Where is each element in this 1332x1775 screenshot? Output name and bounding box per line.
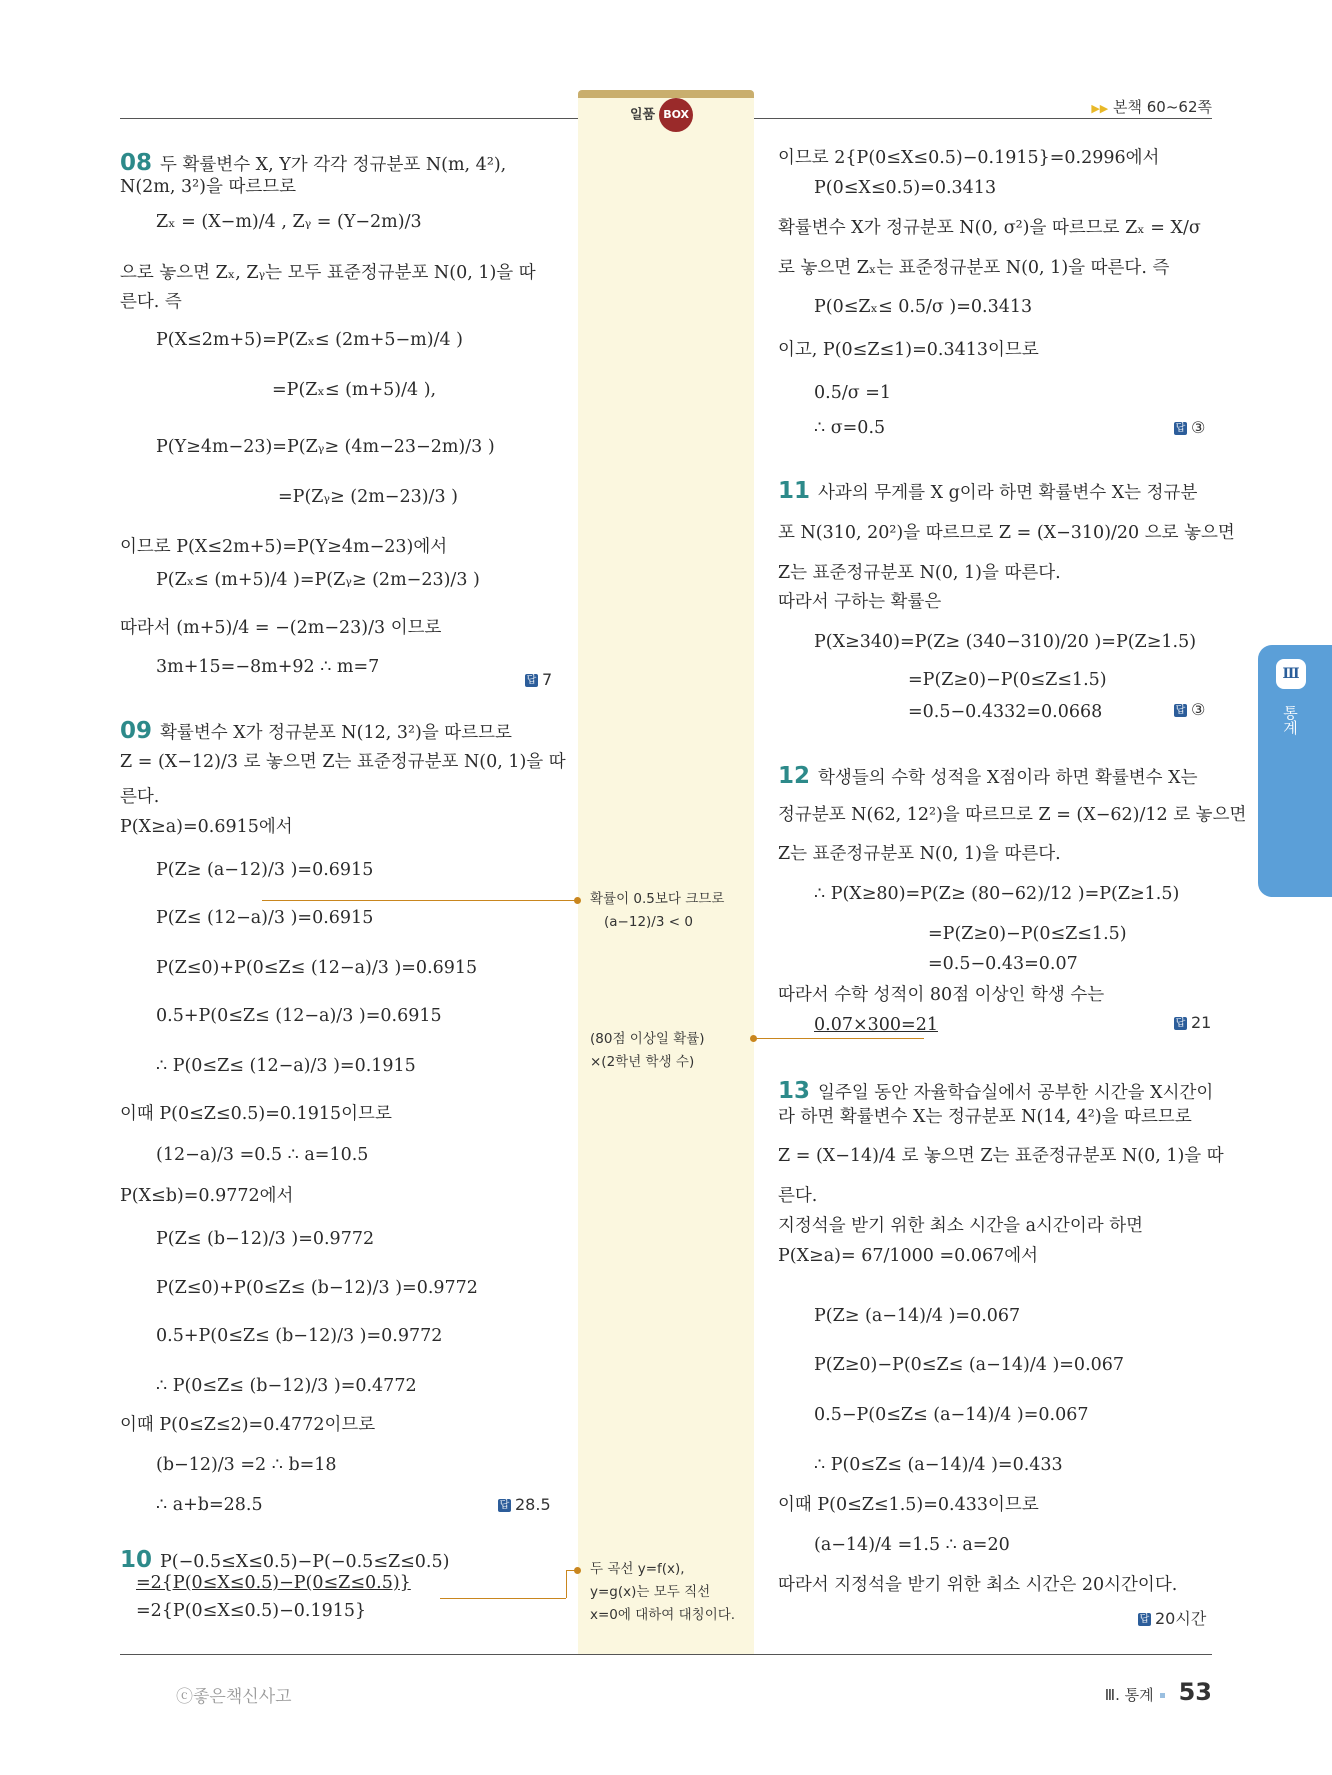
solution-line-q12-4 <box>814 884 1179 905</box>
solution-line-q13-10 <box>814 1455 1063 1476</box>
solution-line-q12-6 <box>928 954 1078 975</box>
solution-text: 따라서 수학 성적이 80점 이상인 학생 수는 <box>778 985 1105 1005</box>
solution-line-q08-3 <box>156 212 422 233</box>
solution-line-q09-4 <box>120 817 293 838</box>
page-reference <box>1091 96 1212 117</box>
solution-text: (a−14)/4 =1.5 ∴ a=20 <box>814 1535 1010 1555</box>
solution-line-q09-8 <box>156 1006 442 1027</box>
side-note-2-line1: (80점 이상일 확률) <box>590 1031 705 1047</box>
solution-line-q13-1 <box>778 1078 1213 1106</box>
solution-text: 른다. 즉 <box>120 292 182 312</box>
box-logo-label: 일품 <box>630 107 656 123</box>
solution-text: N(2m, 3²)을 따르므로 <box>120 177 297 197</box>
solution-text: ∴ P(0≤Z≤ (b−12)/3 )=0.4772 <box>156 1376 417 1396</box>
solution-line-q09-14 <box>156 1278 478 1299</box>
footer-rule <box>120 1654 1212 1655</box>
leader-line-3-vertical <box>566 1570 567 1598</box>
solution-text: P(Z≤0)+P(0≤Z≤ (12−a)/3 )=0.6915 <box>156 958 478 978</box>
solution-line-q09-9 <box>156 1056 416 1077</box>
solution-text: P(Zₓ≤ (m+5)/4 )=P(Zᵧ≥ (2m−23)/3 ) <box>156 570 480 590</box>
answer-mark-icon: 답 <box>499 1500 510 1511</box>
answer-mark-icon: 답 <box>1139 1614 1150 1625</box>
solution-line-q10-10 <box>814 383 891 404</box>
solution-text: ∴ σ=0.5 <box>814 418 886 438</box>
solution-text: 른다. <box>120 787 160 807</box>
solution-text: 이므로 2{P(0≤X≤0.5)−0.1915}=0.2996에서 <box>778 148 1160 168</box>
solution-line-q10-4 <box>778 148 1159 169</box>
solution-line-q09-10 <box>120 1104 392 1125</box>
solution-line-q11-7 <box>908 702 1102 723</box>
answer-q09-value: 28.5 <box>515 1495 551 1514</box>
solution-text: =P(Zᵧ≥ (2m−23)/3 ) <box>278 487 458 507</box>
solution-text: 사과의 무게를 X g이라 하면 확률변수 X는 정규분 <box>818 483 1198 503</box>
footer-page-info <box>1105 1678 1212 1706</box>
solution-text: P(Z≥ (a−12)/3 )=0.6915 <box>156 860 374 880</box>
solution-text: =0.5−0.4332=0.0668 <box>908 702 1103 722</box>
chapter-roman-numeral: Ⅲ <box>1276 659 1306 689</box>
chapter-side-tab[interactable] <box>1258 645 1332 897</box>
solution-line-q13-11 <box>778 1495 1039 1516</box>
answer-q11-value: ③ <box>1191 700 1206 719</box>
solution-text: ∴ P(0≤Z≤ (a−14)/4 )=0.433 <box>814 1455 1063 1475</box>
solution-line-q11-6 <box>908 670 1107 691</box>
solution-line-q09-17 <box>120 1415 375 1436</box>
solution-line-q10-5 <box>814 178 996 199</box>
solution-text: 3m+15=−8m+92 ∴ m=7 <box>156 657 380 677</box>
leader-dot-3 <box>574 1567 581 1574</box>
solution-line-q13-12 <box>814 1535 1010 1556</box>
leader-line-3 <box>440 1598 566 1599</box>
answer-q11 <box>1174 700 1205 719</box>
solution-text: 이므로 P(X≤2m+5)=P(Y≥4m−23)에서 <box>120 537 448 557</box>
side-note-strip <box>578 92 754 1654</box>
solution-line-q12-3 <box>778 844 1061 865</box>
solution-text: 포 N(310, 20²)을 따르므로 Z = (X−310)/20 으로 놓으면 <box>778 523 1235 543</box>
solution-line-q10-7 <box>778 258 1169 279</box>
side-note-1-line1: 확률이 0.5보다 크므로 <box>590 891 725 907</box>
solution-text: P(Z≤ (12−a)/3 )=0.6915 <box>156 908 374 928</box>
solution-text: 0.5−P(0≤Z≤ (a−14)/4 )=0.067 <box>814 1405 1089 1425</box>
solution-line-q09-2 <box>120 752 566 773</box>
solution-text: P(0≤Zₓ≤ 0.5/σ )=0.3413 <box>814 297 1033 317</box>
solution-text: 따라서 (m+5)/4 = −(2m−23)/3 이므로 <box>120 618 442 638</box>
answer-q08 <box>525 670 552 689</box>
solution-line-q13-7 <box>814 1306 1020 1327</box>
solution-line-q11-1 <box>778 478 1197 506</box>
leader-line-2 <box>754 1038 924 1039</box>
answer-mark-icon: 답 <box>1175 423 1186 434</box>
solution-text: P(Z≤0)+P(0≤Z≤ (b−12)/3 )=0.9772 <box>156 1278 478 1298</box>
solution-text: =P(Z≥0)−P(0≤Z≤1.5) <box>928 924 1127 944</box>
solution-line-q12-1 <box>778 763 1198 791</box>
solution-line-q11-3 <box>778 563 1061 584</box>
solution-line-q08-13 <box>156 657 379 678</box>
answer-mark-icon: 답 <box>1175 1018 1186 1029</box>
answer-q13 <box>1138 1606 1206 1629</box>
solution-line-q08-6 <box>156 330 463 351</box>
solution-line-q09-11 <box>156 1145 368 1166</box>
solution-text: P(−0.5≤X≤0.5)−P(−0.5≤Z≤0.5) <box>160 1552 450 1572</box>
solution-text: 따라서 구하는 확률은 <box>778 592 942 612</box>
solution-line-q09-13 <box>156 1229 374 1250</box>
solution-line-q10-9 <box>778 340 1039 361</box>
side-note-2-line2: ×(2학년 학생 수) <box>590 1053 695 1070</box>
solution-line-q13-13 <box>778 1575 1177 1596</box>
solution-line-q08-8 <box>156 437 495 458</box>
solution-line-q12-7 <box>778 985 1104 1006</box>
question-number: 13 <box>778 1078 819 1104</box>
answer-mark-icon: 답 <box>1175 705 1186 716</box>
solution-text: 지정석을 받기 위한 최소 시간을 a시간이라 하면 <box>778 1216 1144 1236</box>
solution-text: =P(Z≥0)−P(0≤Z≤1.5) <box>908 670 1107 690</box>
leader-line-1 <box>262 900 578 901</box>
question-number: 11 <box>778 478 819 504</box>
solution-text: 이때 P(0≤Z≤0.5)=0.1915이므로 <box>120 1104 392 1124</box>
solution-text: Zₓ = (X−m)/4 , Zᵧ = (Y−2m)/3 <box>156 212 422 232</box>
solution-text: P(X≤b)=0.9772에서 <box>120 1186 294 1206</box>
solution-line-q08-4 <box>120 263 536 284</box>
solution-text: (b−12)/3 =2 ∴ b=18 <box>156 1455 337 1475</box>
solution-line-q13-8 <box>814 1355 1124 1376</box>
solution-text: 른다. <box>778 1186 818 1206</box>
solution-line-q10-11 <box>814 418 885 439</box>
solution-line-q09-16 <box>156 1376 417 1397</box>
page-number: 53 <box>1178 1678 1212 1706</box>
question-number: 10 <box>120 1547 161 1573</box>
solution-line-q08-1 <box>120 150 506 178</box>
solution-text: =P(Zₓ≤ (m+5)/4 ), <box>272 380 437 400</box>
solution-text: P(Z≤ (b−12)/3 )=0.9772 <box>156 1229 375 1249</box>
question-number: 09 <box>120 718 161 744</box>
footer-chapter: Ⅲ. 통계 <box>1104 1686 1154 1704</box>
solution-line-q12-5 <box>928 924 1127 945</box>
solution-line-q13-6 <box>778 1246 1038 1267</box>
box-logo <box>630 98 693 132</box>
side-note-2 <box>590 1028 705 1074</box>
solution-text: 일주일 동안 자율학습실에서 공부한 시간을 X시간이 <box>818 1083 1214 1103</box>
side-note-strip-cap <box>578 90 754 98</box>
solution-line-q10-1 <box>120 1547 449 1575</box>
solution-text: 따라서 지정석을 받기 위한 최소 시간은 20시간이다. <box>778 1575 1178 1595</box>
solution-text: P(Z≥ (a−14)/4 )=0.067 <box>814 1306 1021 1326</box>
question-number: 12 <box>778 763 819 789</box>
solution-text: P(X≥340)=P(Z≥ (340−310)/20 )=P(Z≥1.5) <box>814 632 1197 652</box>
solution-line-q12-8 <box>814 1015 938 1036</box>
solution-text: =2{P(0≤X≤0.5)−P(0≤Z≤0.5)} <box>136 1573 411 1593</box>
double-arrow-icon: ▶▶ <box>1091 102 1109 115</box>
solution-line-q08-10 <box>120 537 447 558</box>
solution-line-q09-15 <box>156 1326 442 1347</box>
solution-text: (12−a)/3 =0.5 ∴ a=10.5 <box>156 1145 369 1165</box>
solution-text: 라 하면 확률변수 X는 정규분포 N(14, 4²)을 따르므로 <box>778 1107 1192 1127</box>
solution-line-q11-2 <box>778 523 1235 544</box>
chapter-tab-label: 통계 <box>1281 705 1299 735</box>
solution-line-q09-5 <box>156 860 373 881</box>
copyright: ⓒ좋은책신사고 <box>176 1687 292 1707</box>
solution-line-q13-3 <box>778 1146 1224 1167</box>
leader-dot-1 <box>574 897 581 904</box>
solution-line-q10-3 <box>136 1601 366 1622</box>
solution-text: P(X≤2m+5)=P(Zₓ≤ (2m+5−m)/4 ) <box>156 330 464 350</box>
leader-dot-2 <box>750 1035 757 1042</box>
solution-text: P(Z≥0)−P(0≤Z≤ (a−14)/4 )=0.067 <box>814 1355 1125 1375</box>
solution-line-q08-11 <box>156 570 480 591</box>
answer-q13-value: 20시간 <box>1155 1609 1207 1628</box>
solution-text: 으로 놓으면 Zₓ, Zᵧ는 모두 표준정규분포 N(0, 1)을 따 <box>120 263 536 283</box>
solution-line-q13-2 <box>778 1107 1192 1128</box>
solution-text: =0.5−0.43=0.07 <box>928 954 1078 974</box>
solution-line-q08-12 <box>120 618 441 639</box>
solution-text: 두 확률변수 X, Y가 각각 정규분포 N(m, 4²), <box>160 155 507 175</box>
solution-text: Z = (X−12)/3 로 놓으면 Z는 표준정규분포 N(0, 1)을 따 <box>120 752 566 772</box>
solution-text: Z는 표준정규분포 N(0, 1)을 따른다. <box>778 844 1061 864</box>
solution-text: 0.5+P(0≤Z≤ (b−12)/3 )=0.9772 <box>156 1326 443 1346</box>
solution-line-q09-18 <box>156 1455 337 1476</box>
solution-text: 확률변수 X가 정규분포 N(12, 3²)을 따르므로 <box>160 723 512 743</box>
answer-q10-value: ③ <box>1191 418 1206 437</box>
solution-line-q10-6 <box>778 218 1201 239</box>
solution-text: 확률변수 X가 정규분포 N(0, σ²)을 따르므로 Zₓ = X/σ <box>778 218 1201 238</box>
solution-line-q08-9 <box>278 487 458 508</box>
solution-text: 0.07×300=21 <box>814 1015 938 1035</box>
solution-line-q13-5 <box>778 1216 1143 1237</box>
question-number: 08 <box>120 150 161 176</box>
footer-separator-icon <box>1160 1693 1165 1698</box>
solution-text: 이때 P(0≤Z≤1.5)=0.433이므로 <box>778 1495 1039 1515</box>
answer-q08-value: 7 <box>542 670 553 689</box>
solution-line-q13-9 <box>814 1405 1088 1426</box>
solution-line-q09-19 <box>156 1495 263 1516</box>
solution-line-q08-5 <box>120 292 182 313</box>
solution-line-q11-5 <box>814 632 1196 653</box>
solution-text: =2{P(0≤X≤0.5)−0.1915} <box>136 1601 367 1621</box>
answer-q09 <box>498 1495 551 1514</box>
side-note-1 <box>590 888 724 934</box>
solution-text: 이고, P(0≤Z≤1)=0.3413이므로 <box>778 340 1039 360</box>
solution-text: 정규분포 N(62, 12²)을 따르므로 Z = (X−62)/12 로 놓으면 <box>778 805 1247 825</box>
answer-q10 <box>1174 418 1205 437</box>
solution-text: P(X≥a)= 67/1000 =0.067에서 <box>778 1246 1039 1266</box>
side-note-1-line2: (a−12)/3 < 0 <box>604 913 693 930</box>
page-reference-text: 본책 60~62쪽 <box>1113 98 1212 116</box>
solution-text: P(X≥a)=0.6915에서 <box>120 817 293 837</box>
solution-text: Z = (X−14)/4 로 놓으면 Z는 표준정규분포 N(0, 1)을 따 <box>778 1146 1224 1166</box>
solution-line-q08-2 <box>120 177 296 198</box>
side-note-3-line2: y=g(x)는 모두 직선 <box>590 1583 711 1600</box>
solution-line-q10-2 <box>136 1573 411 1594</box>
solution-line-q10-8 <box>814 297 1032 318</box>
solution-text: ∴ a+b=28.5 <box>156 1495 263 1515</box>
solution-line-q08-7 <box>272 380 436 401</box>
solution-line-q11-4 <box>778 592 941 613</box>
solution-line-q13-4 <box>778 1186 817 1207</box>
solution-text: 이때 P(0≤Z≤2)=0.4772이므로 <box>120 1415 376 1435</box>
solution-line-q12-2 <box>778 805 1246 826</box>
solution-text: ∴ P(X≥80)=P(Z≥ (80−62)/12 )=P(Z≥1.5) <box>814 884 1180 904</box>
answer-q12 <box>1174 1013 1211 1032</box>
answer-q12-value: 21 <box>1191 1013 1212 1032</box>
solution-text: ∴ P(0≤Z≤ (12−a)/3 )=0.1915 <box>156 1056 416 1076</box>
solution-text: P(0≤X≤0.5)=0.3413 <box>814 178 997 198</box>
solution-line-q09-12 <box>120 1186 293 1207</box>
solution-text: 학생들의 수학 성적을 X점이라 하면 확률변수 X는 <box>818 768 1198 788</box>
side-note-3-line1: 두 곡선 y=f(x), <box>590 1561 685 1577</box>
solution-line-q09-6 <box>156 908 373 929</box>
answer-mark-icon: 답 <box>526 675 537 686</box>
solution-line-q09-3 <box>120 787 159 808</box>
solution-line-q09-1 <box>120 718 512 746</box>
side-note-3 <box>590 1558 735 1627</box>
solution-text: 0.5+P(0≤Z≤ (12−a)/3 )=0.6915 <box>156 1006 442 1026</box>
solution-text: 0.5/σ =1 <box>814 383 892 403</box>
solution-text: 로 놓으면 Zₓ는 표준정규분포 N(0, 1)을 따른다. 즉 <box>778 258 1170 278</box>
side-note-3-line3: x=0에 대하여 대칭이다. <box>590 1606 736 1623</box>
solution-text: P(Y≥4m−23)=P(Zᵧ≥ (4m−23−2m)/3 ) <box>156 437 495 457</box>
box-badge: BOX <box>659 98 693 132</box>
solution-line-q09-7 <box>156 958 477 979</box>
solution-text: Z는 표준정규분포 N(0, 1)을 따른다. <box>778 563 1061 583</box>
